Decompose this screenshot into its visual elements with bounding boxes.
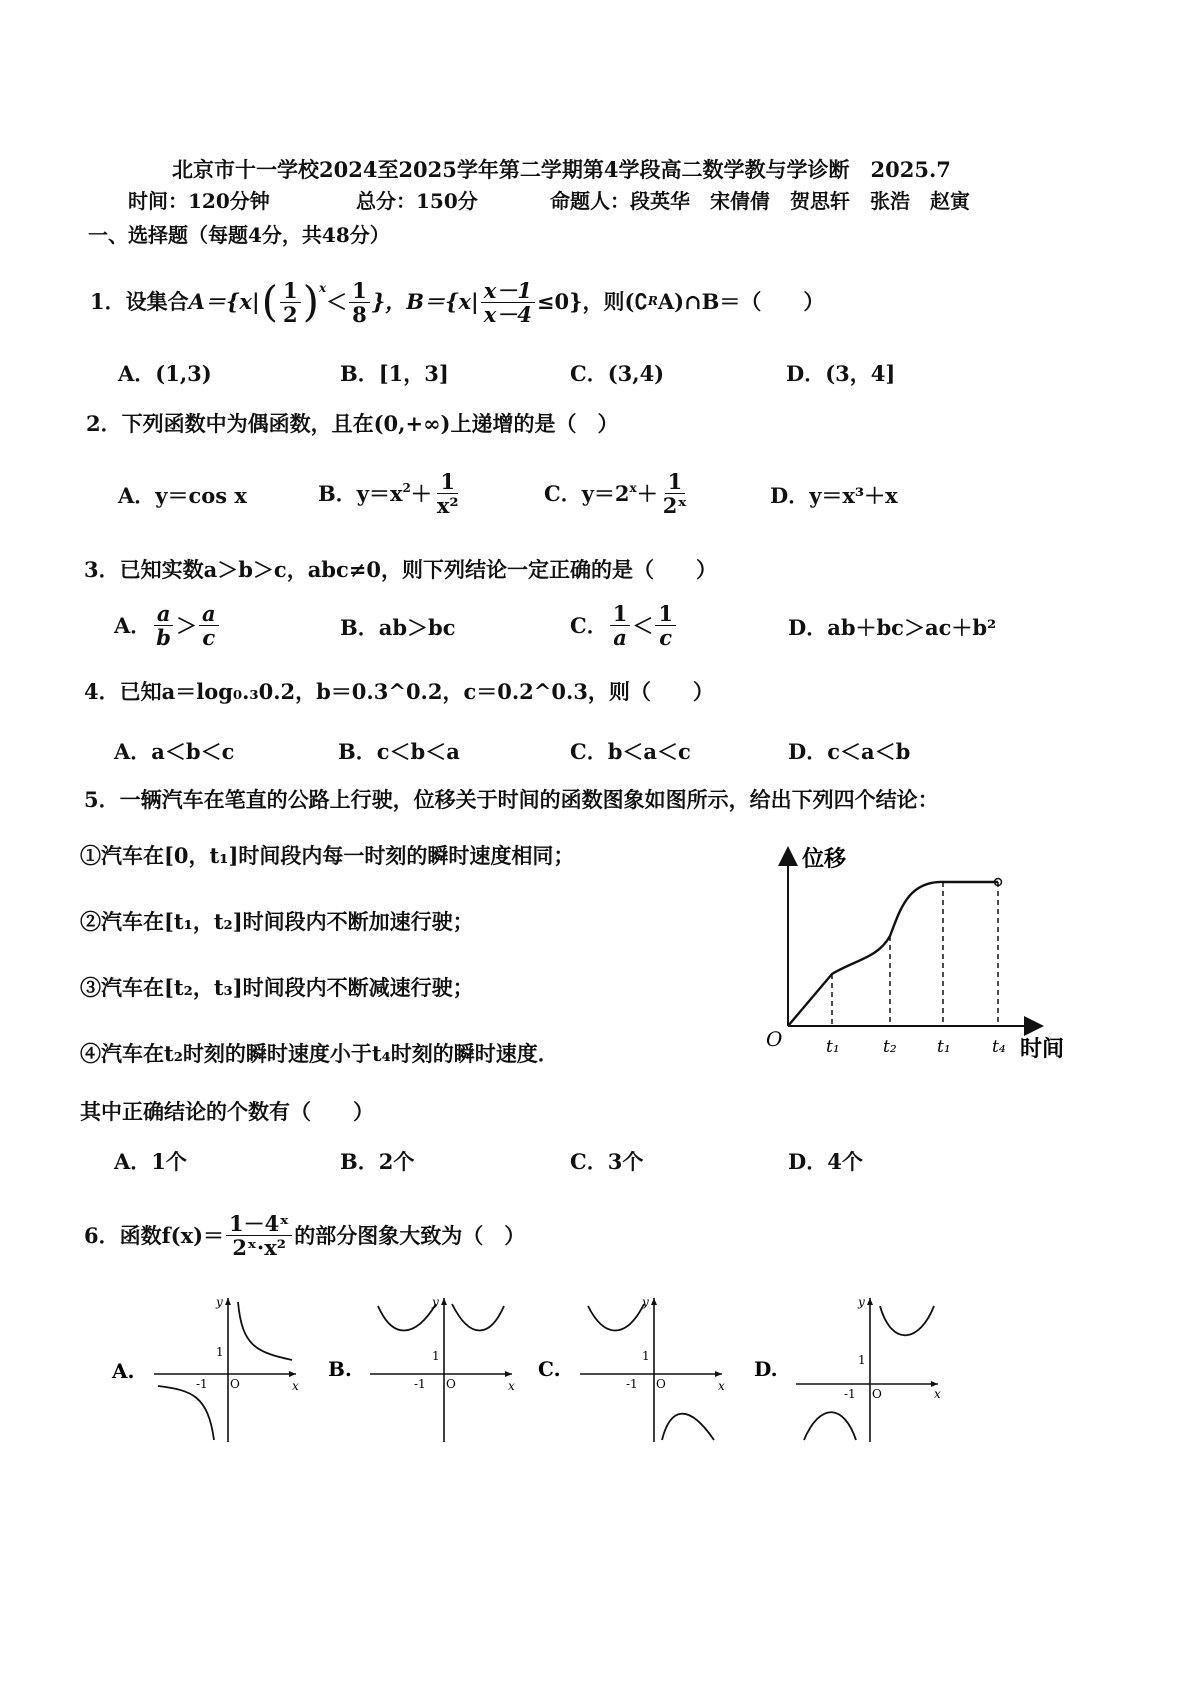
q4-option-c: C．b＜a＜c	[570, 739, 691, 764]
q5-option-d: D．4个	[788, 1149, 863, 1174]
page-title: 北京市十一学校2024至2025学年第二学期第4学段高二数学教与学诊断 2025.7	[172, 157, 951, 182]
q4-option-b: B．c＜b＜a	[338, 739, 460, 764]
q4-option-a: A．a＜b＜c	[114, 739, 235, 764]
q2-option-b: B．y＝x $^2$ ＋ $\frac{1}{\text{x²}}$	[318, 469, 459, 519]
q3-stem: 3．已知实数a＞b＞c，abc≠0，则下列结论一定正确的是（ ）	[84, 557, 717, 582]
q6d-curve-left	[804, 1412, 856, 1440]
q3-option-a: A． $\frac{a}{b}$ ＞ $\frac{a}{c}$	[114, 602, 221, 649]
q1-option-b: B．[1，3]	[340, 361, 449, 386]
q6a-origin: O	[230, 1377, 240, 1391]
q6c-origin: O	[656, 1377, 666, 1391]
q1-option-d: D．(3，4]	[786, 361, 896, 386]
q4-option-d: D．c＜a＜b	[788, 739, 911, 764]
q5-displacement-graph	[760, 840, 1080, 1070]
q6c-curve-right	[662, 1414, 714, 1440]
exam-authors: 命题人：段英华 宋倩倩 贺思轩 张浩 赵寅	[550, 189, 970, 213]
q6-label-a: A.	[112, 1359, 135, 1383]
q6-graph-d	[752, 1290, 952, 1450]
q6-stem: 6．函数f(x)＝ $\frac{\text{1－4ˣ}}{\text{2ˣ·x²}}$ 的部分图象大致为（ ）	[84, 1211, 526, 1261]
q5-tick-t1: t₁	[826, 1037, 840, 1057]
q6b-curve-right	[452, 1304, 504, 1331]
q5-tick-t3: t₁	[937, 1037, 951, 1057]
q6d-origin: O	[872, 1387, 882, 1401]
q6d-y-label: y	[858, 1295, 865, 1309]
q2-stem: 2．下列函数中为偶函数，且在(0,+∞)上递增的是（ ）	[86, 411, 619, 436]
q6-graph-b	[326, 1290, 526, 1450]
q6-graph-a	[110, 1290, 310, 1450]
q5-stem: 5．一辆汽车在笔直的公路上行驶，位移关于时间的函数图象如图所示，给出下列四个结论：	[84, 787, 939, 812]
exam-time: 时间：120分钟	[128, 189, 270, 213]
q5-statement-3: ③汽车在[t₂，t₃]时间段内不断减速行驶；	[80, 975, 474, 1000]
section-title: 一、选择题（每题4分，共48分）	[88, 223, 390, 247]
q6c-y-label: y	[642, 1295, 649, 1309]
q5-statement-2: ②汽车在[t₁，t₂]时间段内不断加速行驶；	[80, 909, 474, 934]
q6c-curve-left	[588, 1304, 644, 1331]
q6b-neg1: -1	[414, 1377, 426, 1391]
q4-stem: 4．已知a＝log₀.₃0.2，b＝0.3^0.2，c＝0.2^0.3，则（ ）	[84, 679, 714, 704]
q6b-y-label: y	[432, 1295, 439, 1309]
q3-option-b: B．ab＞bc	[340, 615, 456, 640]
q6c-neg1: -1	[626, 1377, 638, 1391]
q6a-x-label: x	[292, 1379, 299, 1393]
q1-option-a: A．(1,3)	[118, 361, 212, 386]
q6a-neg1: -1	[196, 1377, 208, 1391]
q5-statement-1: ①汽车在[0，t₁]时间段内每一时刻的瞬时速度相同；	[80, 843, 575, 868]
q6-graph-c	[536, 1290, 736, 1450]
q6-label-d: D.	[754, 1357, 778, 1381]
q5-tick-t2: t₂	[883, 1037, 897, 1057]
q2-option-a: A．y＝cos x	[118, 483, 247, 508]
q5-x-label: 时间	[1020, 1036, 1065, 1062]
q6b-curve-left	[378, 1304, 436, 1331]
q5-origin: O	[766, 1027, 783, 1051]
q5-ask: 其中正确结论的个数有（ ）	[80, 1099, 374, 1124]
exam-total: 总分：150分	[356, 189, 478, 213]
q6a-curve-right	[238, 1302, 292, 1360]
q6b-origin: O	[446, 1377, 456, 1391]
q6a-curve-left	[158, 1386, 214, 1440]
q6d-curve-right	[880, 1306, 934, 1335]
q6a-y-label: y	[216, 1295, 223, 1309]
q1-stem: 1．设集合 A＝{x| ( $\frac{1}{2}$ ) $^x$ ＜ $\frac{1}{8}$ }，B＝{x| $\frac{x-1}{x-4}$ ≤0}，则(∁ R A)∩B＝（ ）	[90, 277, 825, 327]
q5-option-b: B．2个	[340, 1149, 415, 1174]
q5-statement-4: ④汽车在t₂时刻的瞬时速度小于t₄时刻的瞬时速度．	[80, 1041, 559, 1066]
q5-option-a: A．1个	[114, 1149, 187, 1174]
q2-option-c: C．y＝2 $^x$ ＋ $\frac{1}{\text{2ˣ}}$	[544, 469, 688, 519]
q6c-one: 1	[642, 1349, 650, 1363]
q6d-neg1: -1	[844, 1387, 856, 1401]
q6b-x-label: x	[508, 1379, 515, 1393]
q3-option-d: D．ab＋bc＞ac＋b²	[788, 615, 997, 640]
q5-y-label: 位移	[802, 846, 847, 872]
q5-curve	[788, 882, 998, 1026]
q5-tick-t4: t₄	[992, 1037, 1006, 1057]
q6-label-b: B.	[328, 1357, 352, 1381]
q5-option-c: C．3个	[570, 1149, 644, 1174]
q6d-one: 1	[858, 1353, 866, 1367]
q6d-x-label: x	[934, 1387, 941, 1401]
q3-option-c: C． $\frac{1}{a}$ ＜ $\frac{1}{c}$	[570, 602, 678, 649]
q6b-one: 1	[432, 1349, 440, 1363]
q6a-one: 1	[216, 1345, 224, 1359]
q1-option-c: C．(3,4)	[570, 361, 665, 386]
q6-label-c: C.	[538, 1357, 561, 1381]
q2-option-d: D．y＝x³＋x	[770, 483, 898, 508]
q6c-x-label: x	[718, 1379, 725, 1393]
